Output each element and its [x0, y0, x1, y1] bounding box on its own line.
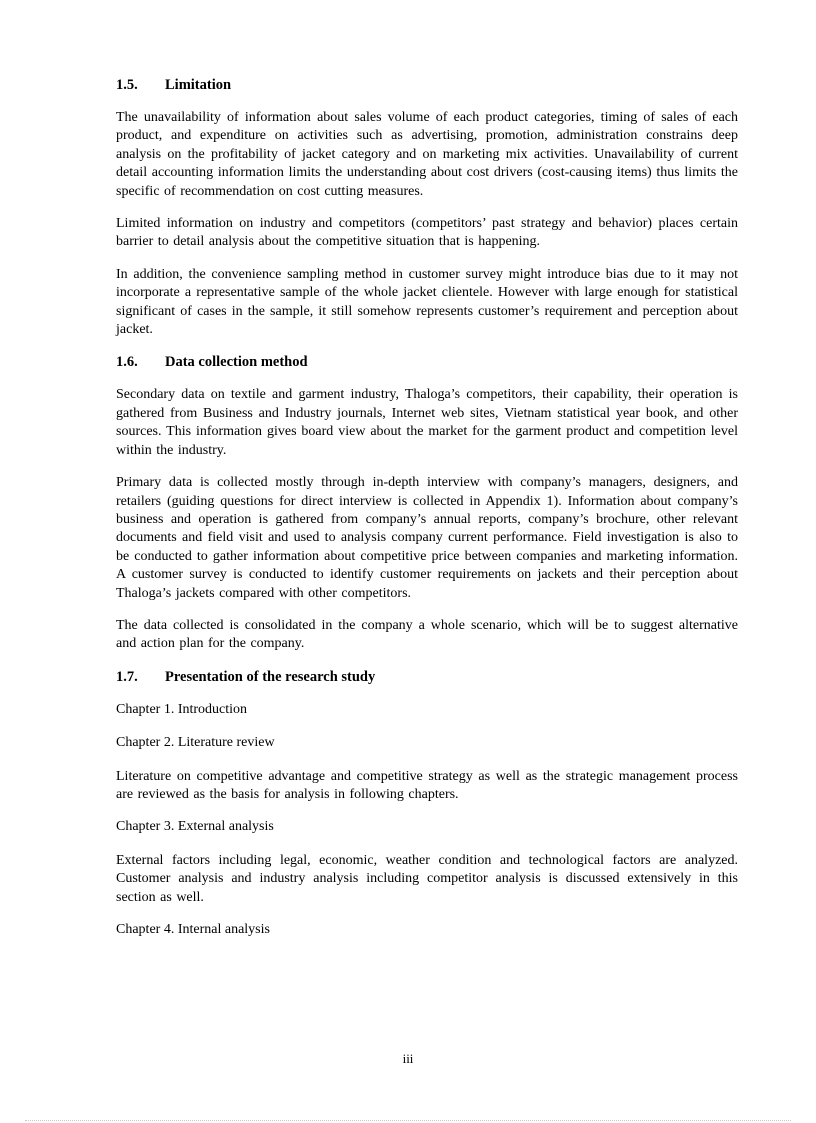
paragraph: Limited information on industry and competitors (competitors’ past strategy and behavior) places certain barrier to detail analysis about the competitive situation that is happening.: [116, 216, 738, 250]
section-number: 1.5.: [116, 77, 138, 93]
page-number: iii: [402, 1051, 414, 1066]
paragraph: In addition, the convenience sampling method in customer survey might introduce bias due to it may not incorporate a representative sample of the whole jacket clientele. However with large enough for statistical significant of cases in the sample, it still somehow represents customer’s requirement and perception about jacket.: [116, 266, 738, 338]
chapter-description-3: External factors including legal, economic, weather condition and technological factors are analyzed. Customer analysis and industry analysis including competitor analysis is discussed extensively in this section as well.: [116, 852, 738, 905]
section-heading-limitation: [116, 76, 738, 94]
chapter-description-2: Literature on competitive advantage and competitive strategy as well as the strategic management process are reviewed as the basis for analysis in following chapters.: [116, 768, 738, 802]
chapter-heading-4: Chapter 4. Internal analysis: [116, 922, 270, 937]
chapter-heading-2: Chapter 2. Literature review: [116, 735, 275, 751]
section-title: Limitation: [165, 77, 232, 93]
chapter-heading-1: Chapter 1. Introduction: [116, 701, 248, 717]
section-heading-data-collection: [116, 353, 738, 371]
paragraph: The unavailability of information about sales volume of each product categories, timing of sales of each product, and expenditure on activities such as advertising, promotion, administration constrains deep analysis on the profitability of jacket category and on marketing mix activities. Unavailability of current detail accounting information limits the understanding about cost drivers (cost-causing items) thus limits the specific of recommendation on cost cutting measures.: [116, 110, 738, 199]
paragraph: The data collected is consolidated in the company a whole scenario, which will be to suggest alternative and action plan for the company.: [116, 617, 738, 652]
document-page: [116, 76, 738, 954]
section-heading-presentation: [116, 668, 738, 686]
page-bottom-divider: [25, 1120, 791, 1121]
section-title: Presentation of the research study: [165, 668, 376, 685]
paragraph: Secondary data on textile and garment industry, Thaloga’s competitors, their capability, their operation is gathered from Business and Industry journals, Internet web sites, Vietnam statistical year book, and other sources. This information gives board view about the market for the garment product and competition level within the industry.: [116, 387, 738, 458]
section-number: 1.7.: [116, 668, 138, 685]
section-number: 1.6.: [116, 354, 138, 371]
chapter-heading-3: Chapter 3. External analysis: [116, 819, 274, 835]
section-title: Data collection method: [165, 354, 308, 371]
paragraph: Primary data is collected mostly through in-depth interview with company’s managers, designers, and retailers (guiding questions for direct interview is collected in Appendix 1). Information about company’s business and operation is gathered from company’s annual reports, company’s brochure, other relevant documents and field visit and used to analysis company current performance. Field investigation is also to be conducted to gather information about competitive price between companies and marketing information. A customer survey is conducted to identify customer requirements on jackets and their perception about Thaloga’s jackets compared with other competitors.: [116, 475, 738, 601]
